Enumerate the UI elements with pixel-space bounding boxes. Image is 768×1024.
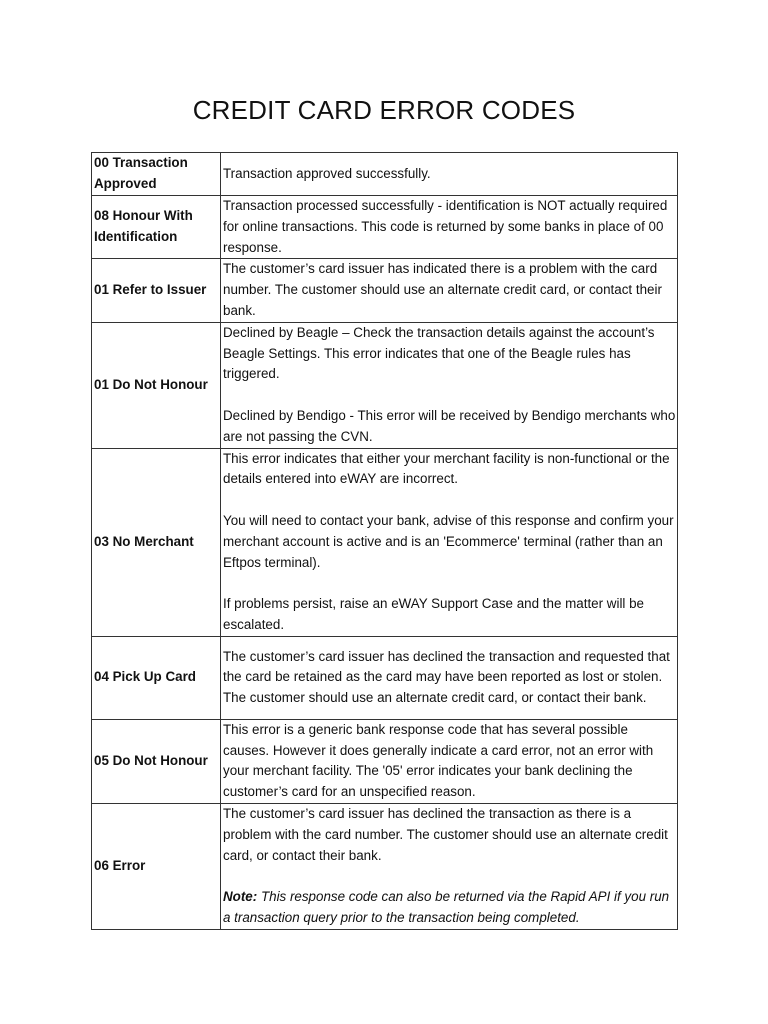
description-cell <box>221 636 678 719</box>
description-cell <box>221 153 678 196</box>
table-row <box>92 719 678 803</box>
table-row <box>92 259 678 322</box>
error-code-cell: 01 Refer to Issuer <box>92 259 221 322</box>
description-cell <box>221 719 678 803</box>
description-cell <box>221 803 678 929</box>
description-paragraph: The customer’s card issuer has declined the transaction as there is a problem with the card number. The customer should use an alternate credit card, or contact their bank. <box>223 805 668 863</box>
error-codes-table <box>91 152 678 930</box>
note-label: Note: <box>223 889 258 905</box>
description-cell <box>221 259 678 322</box>
note-paragraph <box>223 887 676 929</box>
description-paragraph: If problems persist, raise an eWAY Support Case and the matter will be escalated. <box>223 596 645 632</box>
table-row <box>92 196 678 259</box>
description-paragraph: This error indicates that either your merchant facility is non-functional or the details entered into eWAY are incorrect. <box>223 450 670 487</box>
error-code-cell: 06 Error <box>92 803 221 929</box>
description-paragraph: Transaction approved successfully. <box>223 165 431 181</box>
description-paragraph: The customer’s card issuer has indicated there is a problem with the card number. The customer should use an alternate credit card, or contact their bank. <box>223 261 662 318</box>
description-paragraph: Declined by Bendigo - This error will be received by Bendigo merchants who are not passing the CVN. <box>223 407 676 444</box>
error-code-cell: 08 Honour With Identification <box>92 196 221 259</box>
note-text: This response code can also be returned via the Rapid API if you run a transaction query prior to the transaction being completed. <box>223 889 670 925</box>
paragraph-gap <box>223 490 676 511</box>
description-paragraph: Transaction processed successfully - identification is NOT actually required for online transactions. This code is returned by some banks in place of 00 response. <box>223 198 668 255</box>
table-row <box>92 636 678 719</box>
table-row <box>92 322 678 448</box>
error-code-cell: 04 Pick Up Card <box>92 636 221 719</box>
description-paragraph: This error is a generic bank response code that has several possible causes. However it does generally indicate a card error, not an error with your merchant facility. The '05' error indicates your bank declining the customer’s card for an unspecified reason. <box>223 721 654 800</box>
page-title: CREDIT CARD ERROR CODES <box>192 95 576 125</box>
description-cell <box>221 448 678 636</box>
paragraph-gap <box>223 866 676 887</box>
error-code-cell: 05 Do Not Honour <box>92 719 221 803</box>
description-cell <box>221 196 678 259</box>
error-code-cell: 00 Transaction Approved <box>92 153 221 196</box>
paragraph-gap <box>223 573 676 594</box>
description-paragraph: You will need to contact your bank, advise of this response and confirm your merchant account is active and is an 'Ecommerce' terminal (rather than an Eftpos terminal). <box>223 512 674 570</box>
description-paragraph: The customer’s card issuer has declined the transaction and requested that the card be retained as the card may have been reported as lost or stolen. The customer should use an alternate credit card, or contact their bank. <box>223 648 670 706</box>
table-row <box>92 153 678 196</box>
error-code-cell: 03 No Merchant <box>92 448 221 636</box>
error-code-cell: 01 Do Not Honour <box>92 322 221 448</box>
description-paragraph: Declined by Beagle – Check the transaction details against the account’s Beagle Settings. This error indicates that one of the Beagle rules has triggered. <box>223 324 655 382</box>
table-row <box>92 448 678 636</box>
paragraph-gap <box>223 385 676 406</box>
table-row <box>92 803 678 929</box>
description-cell <box>221 322 678 448</box>
